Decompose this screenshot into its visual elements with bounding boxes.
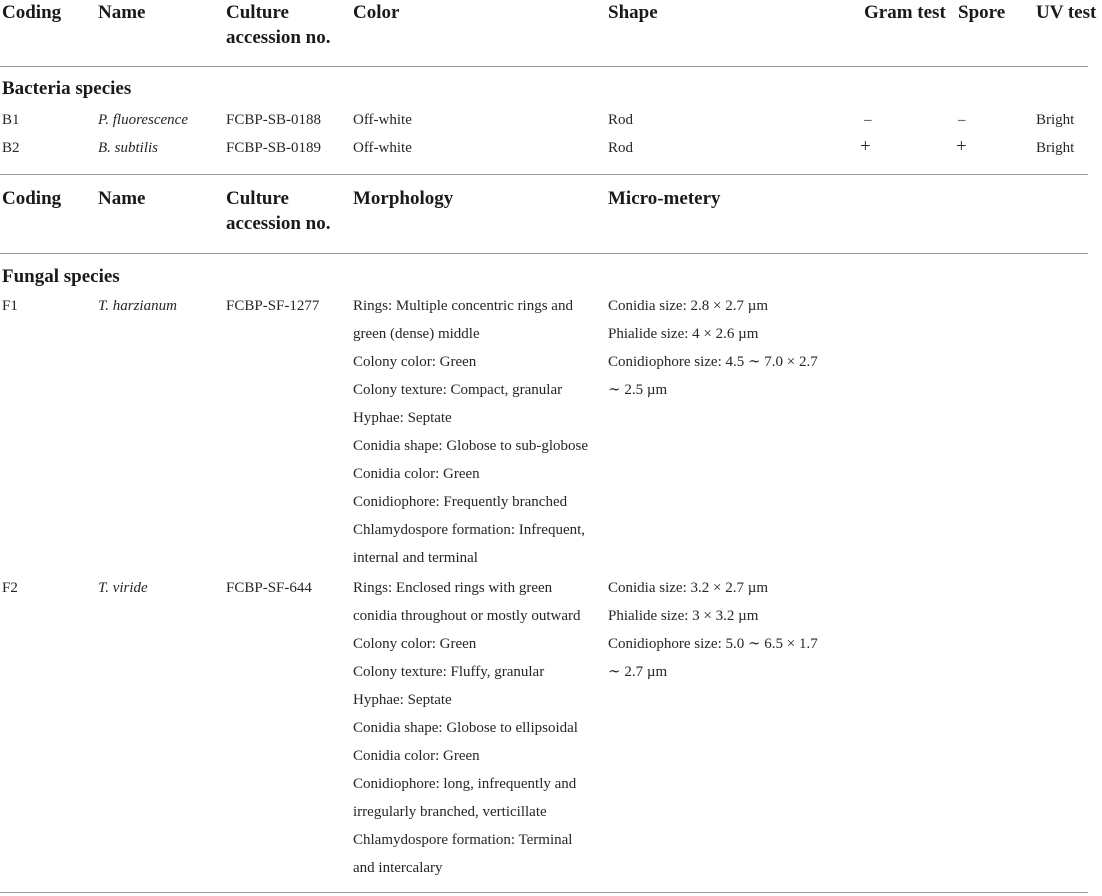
header-culture-line2: accession no.: [226, 27, 331, 48]
morphology-line: Conidiophore: Frequently branched: [353, 494, 568, 510]
morphology-line: Conidiophore: long, infrequently and: [353, 776, 577, 792]
cell-spore: +: [956, 136, 967, 157]
cell-shape: Rod: [608, 140, 634, 156]
header-divider: [0, 66, 1088, 67]
micrometery-line: Conidia size: 2.8 × 2.7 µm: [608, 298, 769, 314]
header-culture-accession: [226, 186, 331, 236]
header-name: Name: [98, 188, 146, 209]
morphology-line: and intercalary: [353, 860, 443, 876]
cell-micrometery: [608, 296, 848, 408]
micrometery-line: ∼ 2.7 µm: [608, 664, 668, 680]
micrometery-line: Conidia size: 3.2 × 2.7 µm: [608, 580, 769, 596]
header-divider: [0, 253, 1088, 254]
cell-coding: F2: [2, 580, 18, 596]
header-culture-line1: Culture: [226, 188, 289, 209]
morphology-line: Conidia color: Green: [353, 748, 480, 764]
micrometery-line: Phialide size: 3 × 3.2 µm: [608, 608, 759, 624]
cell-accession: FCBP-SB-0189: [226, 140, 322, 156]
cell-morphology: [353, 578, 603, 886]
morphology-line: Colony texture: Compact, granular: [353, 382, 563, 398]
header-shape: Shape: [608, 2, 658, 23]
cell-micrometery: [608, 578, 848, 690]
cell-coding: B2: [2, 140, 20, 156]
morphology-line: conidia throughout or mostly outward: [353, 608, 581, 624]
cell-accession: FCBP-SB-0188: [226, 112, 322, 128]
morphology-line: Colony color: Green: [353, 636, 477, 652]
section-title-bacteria: Bacteria species: [2, 78, 132, 99]
header-coding: Coding: [2, 2, 62, 23]
morphology-line: Rings: Multiple concentric rings and: [353, 298, 573, 314]
morphology-line: Conidia shape: Globose to sub-globose: [353, 438, 588, 454]
header-coding: Coding: [2, 188, 62, 209]
table-bottom-rule: [0, 892, 1088, 893]
morphology-line: green (dense) middle: [353, 326, 480, 342]
morphology-line: internal and terminal: [353, 550, 478, 566]
cell-name: B. subtilis: [98, 140, 159, 156]
morphology-line: Colony texture: Fluffy, granular: [353, 664, 545, 680]
cell-gram: +: [860, 136, 871, 157]
micrometery-line: ∼ 2.5 µm: [608, 382, 668, 398]
cell-coding: B1: [2, 112, 20, 128]
morphology-line: Rings: Enclosed rings with green: [353, 580, 553, 596]
micrometery-line: Conidiophore size: 4.5 ∼ 7.0 × 2.7: [608, 354, 818, 370]
cell-spore: –: [958, 112, 966, 128]
section-divider: [0, 174, 1088, 175]
cell-gram: –: [864, 112, 872, 128]
header-name: Name: [98, 2, 146, 23]
cell-shape: Rod: [608, 112, 634, 128]
morphology-line: irregularly branched, verticillate: [353, 804, 547, 820]
header-culture-line2: accession no.: [226, 213, 331, 234]
cell-accession: FCBP-SF-644: [226, 580, 312, 596]
header-micro-metery: Micro-metery: [608, 188, 721, 209]
cell-coding: F1: [2, 298, 18, 314]
header-uv-test: UV test: [1036, 2, 1097, 23]
header-spore: Spore: [958, 2, 1006, 23]
cell-uv: Bright: [1036, 112, 1075, 128]
cell-name: T. harzianum: [98, 298, 177, 314]
morphology-line: Colony color: Green: [353, 354, 477, 370]
cell-uv: Bright: [1036, 140, 1075, 156]
cell-morphology: [353, 296, 603, 576]
cell-color: Off-white: [353, 140, 412, 156]
morphology-line: Hyphae: Septate: [353, 692, 452, 708]
header-culture-accession: [226, 0, 331, 50]
micrometery-line: Conidiophore size: 5.0 ∼ 6.5 × 1.7: [608, 636, 818, 652]
cell-accession: FCBP-SF-1277: [226, 298, 320, 314]
morphology-line: Conidia color: Green: [353, 466, 480, 482]
header-morphology: Morphology: [353, 188, 454, 209]
morphology-line: Chlamydospore formation: Infrequent,: [353, 522, 586, 538]
morphology-line: Hyphae: Septate: [353, 410, 452, 426]
morphology-line: Conidia shape: Globose to ellipsoidal: [353, 720, 578, 736]
cell-name: T. viride: [98, 580, 148, 596]
header-culture-line1: Culture: [226, 2, 289, 23]
section-title-fungal: Fungal species: [2, 266, 120, 287]
micrometery-line: Phialide size: 4 × 2.6 µm: [608, 326, 759, 342]
header-color: Color: [353, 2, 400, 23]
cell-color: Off-white: [353, 112, 412, 128]
header-gram-test: Gram test: [864, 2, 946, 23]
morphology-line: Chlamydospore formation: Terminal: [353, 832, 573, 848]
cell-name: P. fluorescence: [98, 112, 188, 128]
